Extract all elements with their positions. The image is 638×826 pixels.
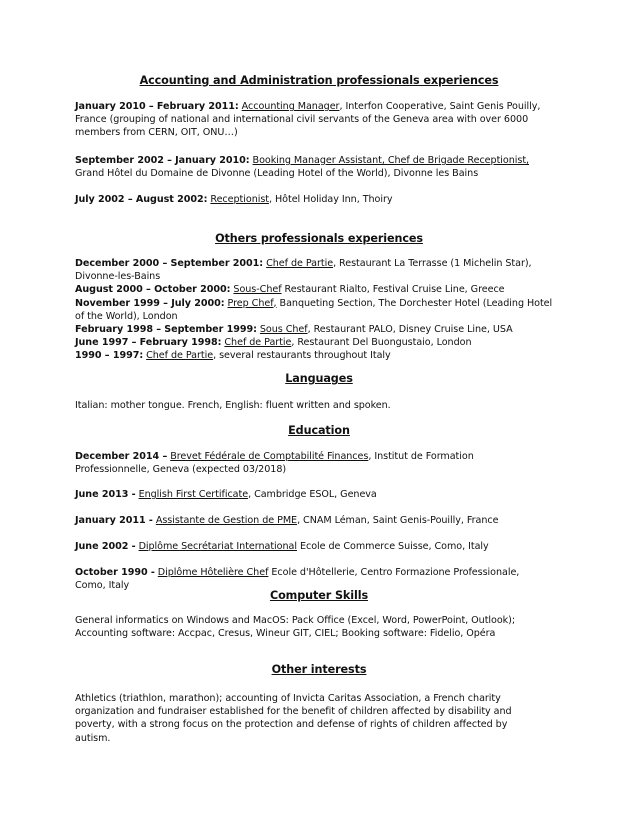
entry-date: January 2011 - <box>75 515 153 526</box>
entry-detail: , Hôtel Holiday Inn, Thoiry <box>269 194 393 205</box>
entry-role: Prep Chef, <box>227 297 277 309</box>
entry-role: Sous Chef <box>259 324 308 336</box>
others-section-title: Others professionals experiences <box>215 232 423 245</box>
entry-date: August 2000 – October 2000: <box>75 284 231 296</box>
entry-detail: , CNAM Léman, Saint Genis-Pouilly, France <box>297 515 499 526</box>
entry-role: Sous-Chef <box>233 284 282 296</box>
entry-role: Chef de Partie <box>146 350 214 362</box>
entry-detail: Ecole d'Hôtellerie, Centro Formazione Professionale, <box>268 567 520 578</box>
interests-text: Athletics (triathlon, marathon); accounting of Invicta Caritas Association, a French charity organization and fundraiser established for the benefit of children affected by disability and poverty, with a strong focus on the protection and defense of rights of children affected by autism. <box>75 693 512 744</box>
entry-role: Chef de Partie <box>266 258 334 269</box>
entry-detail: France (grouping of national and international civil servants of the Geneva area with over 6000 <box>75 114 529 126</box>
list-item <box>75 336 565 349</box>
entry-role: Chef de Partie <box>224 337 292 349</box>
entry-detail: Ecole de Commerce Suisse, Como, Italy <box>296 541 489 552</box>
entry-detail: Banqueting Section, The Dorchester Hotel (Leading Hotel <box>276 297 553 309</box>
computer-section-title: Computer Skills <box>269 589 369 602</box>
entry-detail: of the World), London <box>75 310 178 322</box>
education-entry-2 <box>75 488 565 501</box>
entry-date: July 2002 – August 2002: <box>75 194 208 205</box>
education-entry-3 <box>75 514 565 527</box>
education-entry-1 <box>75 450 565 476</box>
accounting-entry-3 <box>75 193 565 206</box>
entry-detail: Como, Italy <box>75 580 130 592</box>
entry-date: June 2013 - <box>75 489 136 500</box>
entry-detail: Grand Hôtel du Domaine de Divonne (Leading Hotel of the World), Divonne les Bains <box>75 168 479 180</box>
entry-detail: members from CERN, OIT, ONU…) <box>75 127 238 139</box>
education-entry-4 <box>75 540 565 553</box>
entry-role: Accounting Manager <box>241 101 340 112</box>
languages-section-title: Languages <box>285 372 353 385</box>
entry-detail: Divonne-les-Bains <box>75 271 161 283</box>
entry-course: Diplôme Hôtelière Chef <box>157 567 269 578</box>
entry-course: Diplôme Secrétariat International <box>138 541 297 552</box>
entry-detail: , Institut de Formation <box>368 451 474 462</box>
entry-date: June 2002 - <box>75 541 136 552</box>
languages-text: Italian: mother tongue. French, English: fluent written and spoken. <box>75 400 391 411</box>
education-section-title: Education <box>288 424 350 437</box>
entry-date: 1990 – 1997: <box>75 350 144 362</box>
entry-role: Booking Manager Assistant, Chef de Brigade Receptionist, <box>252 155 530 166</box>
list-item <box>75 297 565 310</box>
entry-detail: Professionnelle, Geneva (expected 03/2018) <box>75 464 287 476</box>
entry-date: September 2002 – January 2010: <box>75 155 250 166</box>
entry-course: Brevet Fédérale de Comptabilité Finances <box>170 451 369 462</box>
list-item <box>75 257 565 270</box>
others-list <box>75 257 565 363</box>
list-item <box>75 349 565 362</box>
entry-date: December 2000 – September 2001: <box>75 258 264 269</box>
list-item <box>75 323 565 336</box>
entry-detail: Restaurant Rialto, Festival Cruise Line, Greece <box>281 284 505 296</box>
entry-detail: , Interfon Cooperative, Saint Genis Pouilly, <box>339 101 541 112</box>
interests-section-title: Other interests <box>271 663 367 676</box>
entry-date: January 2010 – February 2011: <box>75 101 239 112</box>
accounting-section-title: Accounting and Administration professionals experiences <box>139 74 499 87</box>
list-item <box>75 310 565 323</box>
list-item <box>75 283 565 296</box>
entry-detail: , Restaurant Del Buongustaio, London <box>291 337 472 349</box>
entry-date: October 1990 - <box>75 567 155 578</box>
entry-date: November 1999 – July 2000: <box>75 297 225 309</box>
entry-detail: , several restaurants throughout Italy <box>213 350 391 362</box>
accounting-entry-2 <box>75 154 565 180</box>
entry-role: Receptionist <box>210 194 269 205</box>
computer-skills-text: General informatics on Windows and MacOS: Pack Office (Excel, Word, PowerPoint, Outlook); Accounting software: Accpac, Cresus, Wineur GIT, CIEL; Booking software: Fidelio, Opéra <box>75 615 516 640</box>
accounting-entry-1 <box>75 100 565 140</box>
entry-date: June 1997 – February 1998: <box>75 337 222 349</box>
list-item <box>75 270 565 283</box>
entry-detail: , Restaurant La Terrasse (1 Michelin Star), <box>333 258 532 269</box>
entry-date: December 2014 – <box>75 451 168 462</box>
entry-detail: , Restaurant PALO, Disney Cruise Line, USA <box>307 324 513 336</box>
entry-date: February 1998 – September 1999: <box>75 324 257 336</box>
entry-detail: , Cambridge ESOL, Geneva <box>248 489 377 500</box>
entry-course: Assistante de Gestion de PME <box>155 515 298 526</box>
entry-course: English First Certificate <box>138 489 249 500</box>
